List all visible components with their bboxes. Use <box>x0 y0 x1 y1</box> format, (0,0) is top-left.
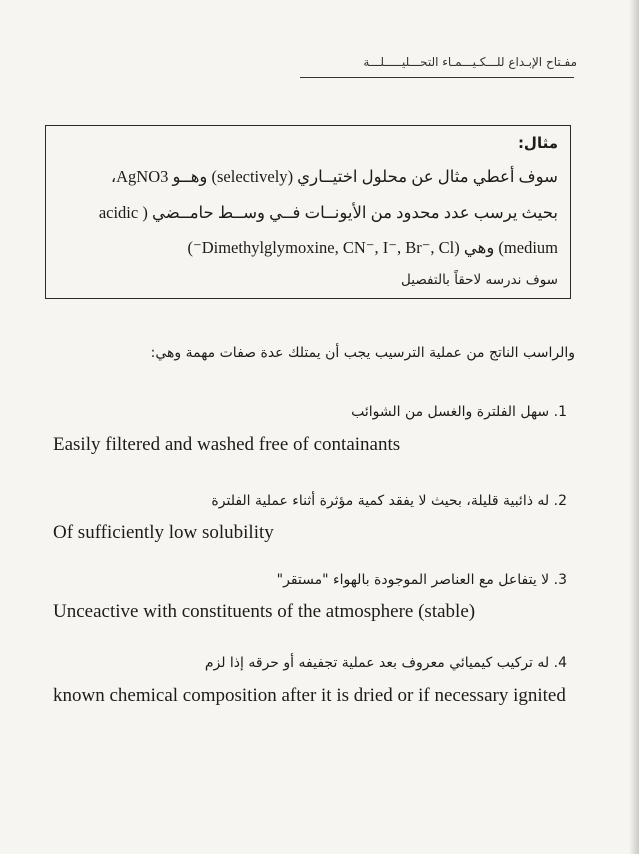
example-line-2: بحيث يرسب عدد محدود من الأيونــات فــي وســط حامــضي ( acidic <box>98 203 558 222</box>
example-line-4: سوف ندرسه لاحقاً بالتفصيل <box>401 272 558 288</box>
example-box <box>45 125 571 299</box>
item-3-arabic: 3. لا يتفاعل مع العناصر الموجودة بالهواء "مستقر" <box>276 572 567 588</box>
page-edge-shadow <box>629 0 639 854</box>
item-4-arabic: 4. له تركيب كيميائي معروف بعد عملية تجفيفه أو حرقه إذا لزم <box>204 655 567 671</box>
item-2-english: Of sufficiently low solubility <box>53 522 274 543</box>
example-line-1: سوف أعطي مثال عن محلول اختيــاري (selectively) وهــو AgNO3، <box>110 167 558 186</box>
example-title: مثال: <box>517 134 558 152</box>
running-header: مفـتاح الإبـداع للـــكـيـــمـاء التحـــليـــــلـــة <box>363 55 577 69</box>
example-line-3: medium) وهي (Dimethylglymoxine, CN⁻, I⁻, Br⁻, Cl⁻) <box>187 238 558 257</box>
item-1-arabic: 1. سهل الفلترة والغسل من الشوائب <box>351 404 567 420</box>
item-4-english: known chemical composition after it is dried or if necessary ignited <box>53 685 566 706</box>
item-1-english: Easily filtered and washed free of containants <box>53 434 401 455</box>
item-3-english: Unceactive with constituents of the atmosphere (stable) <box>53 601 476 622</box>
item-2-arabic: 2. له ذائبية قليلة، بحيث لا يفقد كمية مؤثرة أثناء عملية الفلترة <box>211 493 567 509</box>
header-rule <box>300 77 574 78</box>
intro-paragraph: والراسب الناتج من عملية الترسيب يجب أن يمتلك عدة صفات مهمة وهي: <box>150 345 575 361</box>
